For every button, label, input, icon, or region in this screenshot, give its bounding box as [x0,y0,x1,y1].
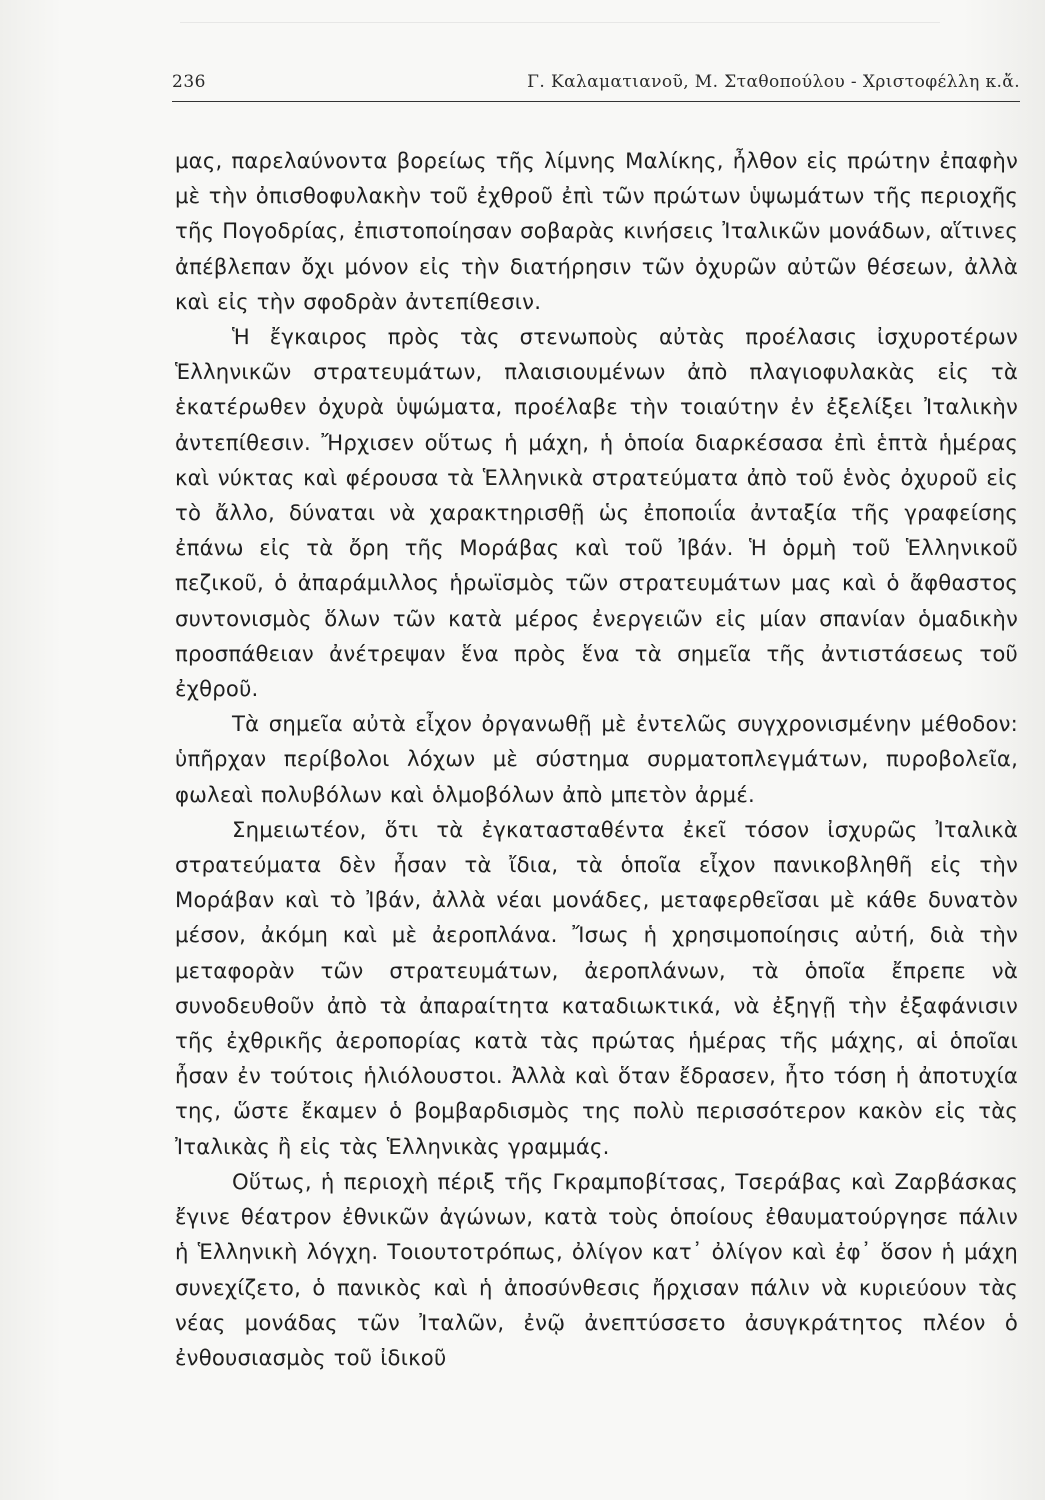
paragraph-1: μας, παρελαύνοντα βορείως τῆς λίμνης Μαλίκης, ἦλθον εἰς πρώτην ἐπαφὴν μὲ τὴν ὀπισθοφυλακὴν τοῦ ἐχθροῦ ἐπὶ τῶν πρώτων ὑψωμάτων τῆς περιοχῆς τῆς Πογοδρίας, ἐπιστοποίησαν σοβαρὰς κινήσεις Ἰταλικῶν μονάδων, αἵτινες ἀπέβλεπαν ὄχι μόνον εἰς τὴν διατήρησιν τῶν ὀχυρῶν αὐτῶν θέσεων, ἀλλὰ καὶ εἰς τὴν σφοδρὰν ἀντεπίθεσιν. [175,148,1018,314]
header-rule [172,101,1020,102]
page-number: 236 [172,72,206,92]
paragraph-3: Τὰ σημεῖα αὐτὰ εἶχον ὀργανωθῇ μὲ ἐντελῶς συγχρονισμένην μέθοδον: ὑπῆρχαν περίβολοι λόχων μὲ σύστημα συρματοπλεγμάτων, πυροβολεῖα, φωλεαὶ πολυβόλων καὶ ὁλμοβόλων ἀπὸ μπετὸν ἀρμέ. [175,711,1018,807]
running-head: Γ. Καλαματιανοῦ, Μ. Σταθοπούλου - Χριστοφέλλη κ.ἄ. [527,72,1020,92]
show-through-bleed [180,22,940,43]
paragraph-2: Ἡ ἔγκαιρος πρὸς τὰς στενωποὺς αὐτὰς προέλασις ἰσχυροτέρων Ἑλληνικῶν στρατευμάτων, πλαισιουμένων ἀπὸ πλαγιοφυλακὰς εἰς τὰ ἑκατέρωθεν ὀχυρὰ ὑψώματα, προέλαβε τὴν τοιαύτην ἐν ἐξελίξει Ἰταλικὴν ἀντεπίθεσιν. Ἤρχισεν οὕτως ἡ μάχη, ἡ ὁποία διαρκέσασα ἐπὶ ἑπτὰ ἡμέρας καὶ νύκτας καὶ φέρουσα τὰ Ἑλληνικὰ στρατεύματα ἀπὸ τοῦ ἑνὸς ὀχυροῦ εἰς τὸ ἄλλο, δύναται νὰ χαρακτηρισθῇ ὡς ἐποποιΐα ἀνταξία τῆς γραφείσης ἐπάνω εἰς τὰ ὄρη τῆς Μοράβας καὶ τοῦ Ἰβάν. Ἡ ὁρμὴ τοῦ Ἑλληνικοῦ πεζικοῦ, ὁ ἀπαράμιλλος ἡρωϊσμὸς τῶν στρατευμάτων μας καὶ ὁ ἄφθαστος συντονισμὸς ὅλων τῶν κατὰ μέρος ἐνεργειῶν εἰς μίαν σπανίαν ὁμαδικὴν προσπάθειαν ἀνέτρεψαν ἕνα πρὸς ἕνα τὰ σημεῖα τῆς ἀντιστάσεως τοῦ ἐχθροῦ. [175,324,1018,702]
paragraph-5: Οὕτως, ἡ περιοχὴ πέριξ τῆς Γκραμποβίτσας, Τσεράβας καὶ Ζαρβάσκας ἔγινε θέατρον ἐθνικῶν ἀγώνων, κατὰ τοὺς ὁποίους ἐθαυματούργησε πάλιν ἡ Ἑλληνικὴ λόγχη. Τοιουτοτρόπως, ὀλίγον κατ᾽ ὀλίγον καὶ ἐφ᾽ ὅσον ἡ μάχη συνεχίζετο, ὁ πανικὸς καὶ ἡ ἀποσύνθεσις ἤρχισαν πάλιν νὰ κυριεύουν τὰς νέας μονάδας τῶν Ἰταλῶν, ἐνῷ ἀνεπτύσσετο ἀσυγκράτητος πλέον ὁ ἐνθουσιασμὸς τοῦ ἰδικοῦ [175,1168,1018,1370]
body-text [175,143,1018,1375]
page-header [172,66,1020,100]
paragraph-4: Σημειωτέον, ὅτι τὰ ἐγκατασταθέντα ἐκεῖ τόσον ἰσχυρῶς Ἰταλικὰ στρατεύματα δὲν ἦσαν τὰ ἴδια, τὰ ὁποῖα εἶχον πανικοβληθῆ εἰς τὴν Μοράβαν καὶ τὸ Ἰβάν, ἀλλὰ νέαι μονάδες, μεταφερθεῖσαι μὲ κάθε δυνατὸν μέσον, ἀκόμη καὶ μὲ ἀεροπλάνα. Ἴσως ἡ χρησιμοποίησις αὐτή, διὰ τὴν μεταφορὰν τῶν στρατευμάτων, ἀεροπλάνων, τὰ ὁποῖα ἔπρεπε νὰ συνοδευθοῦν ἀπὸ τὰ ἀπαραίτητα καταδιωκτικά, νὰ ἐξηγῇ τὴν ἐξαφάνισιν τῆς ἐχθρικῆς ἀεροπορίας κατὰ τὰς πρώτας ἡμέρας τῆς μάχης, αἱ ὁποῖαι ἦσαν ἐν τούτοις ἡλιόλουστοι. Ἀλλὰ καὶ ὅταν ἔδρασεν, ἦτο τόση ἡ ἀποτυχία της, ὥστε ἔκαμεν ὁ βομβαρδισμὸς της πολὺ περισσότερον κακὸν εἰς τὰς Ἰταλικὰς ἢ εἰς τὰς Ἑλληνικὰς γραμμάς. [175,816,1018,1159]
